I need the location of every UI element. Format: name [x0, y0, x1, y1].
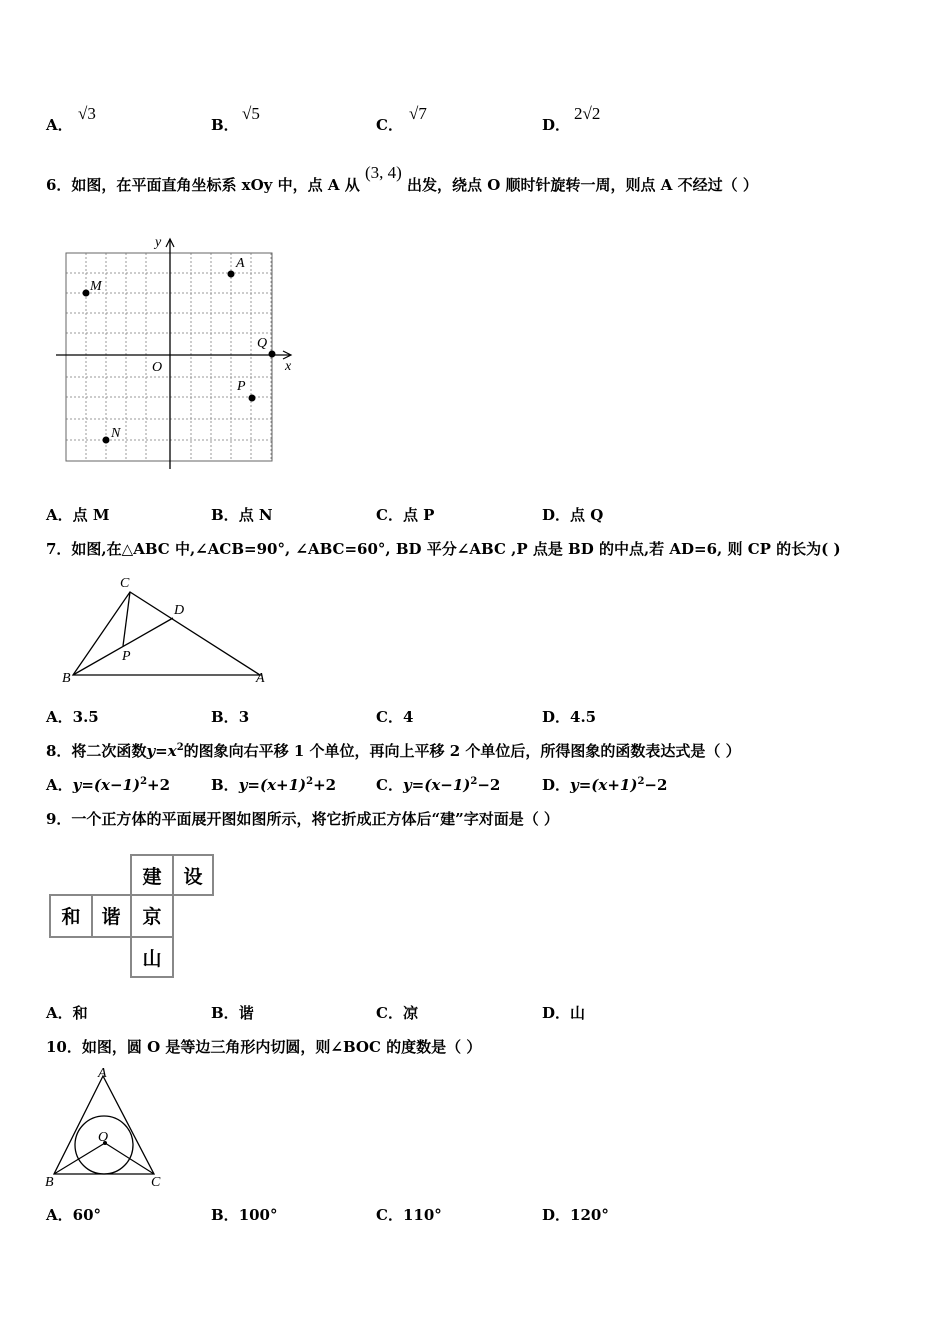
- q6-option-a[interactable]: A．点 M: [46, 506, 110, 524]
- point-p-label: P: [237, 379, 246, 394]
- label-b: B: [62, 671, 71, 686]
- q7-stem: 7．如图,在△ABC 中,∠ACB=90°, ∠ABC=60°, BD 平分∠ABC ,P 点是 BD 的中点,若 AD=6, 则 CP 的长为( ): [46, 540, 841, 558]
- q10-option-a[interactable]: A．60°: [46, 1206, 102, 1224]
- label-p: P: [122, 649, 131, 664]
- q6-coordinate-figure: [50, 232, 300, 477]
- cell-shan-text: 山: [142, 948, 162, 970]
- q7-option-b[interactable]: B．3: [211, 708, 250, 726]
- point-p: [249, 395, 256, 402]
- q10-option-c[interactable]: C．110°: [376, 1206, 442, 1224]
- q8-stem: 8．将二次函数$y=x^2$的图象向右平移 1 个单位，再向上平移 2 个单位后，所得图象的函数表达式是（ ）: [46, 742, 741, 760]
- point-a: [228, 271, 235, 278]
- q9-stem: 9．一个正方体的平面展开图如图所示，将它折成正方体后“建”字对面是（ ）: [46, 810, 559, 828]
- cell-jian-text: 建: [142, 866, 162, 888]
- q9-option-a[interactable]: A．和: [46, 1004, 88, 1022]
- x-axis-label: x: [285, 359, 292, 374]
- cell-xie-text: 谐: [101, 906, 121, 928]
- q9-cube-net-figure: [48, 853, 218, 981]
- q5-option-a-value: √3: [78, 104, 96, 123]
- q9-option-c[interactable]: C．凉: [376, 1004, 418, 1022]
- incircle: [75, 1116, 133, 1174]
- point-q-label: Q: [257, 336, 268, 351]
- q8-option-c[interactable]: C．$y=(x-1)^2-2$: [376, 776, 501, 794]
- point-a-label: A: [236, 256, 245, 271]
- point-n-label: N: [111, 426, 121, 441]
- q7-option-d[interactable]: D．4.5: [542, 708, 597, 726]
- q6-option-d[interactable]: D．点 Q: [542, 506, 604, 524]
- segment-bd: [73, 618, 173, 675]
- label-d: D: [174, 603, 185, 618]
- label-b: B: [45, 1175, 54, 1190]
- q6-stem: 6．如图，在平面直角坐标系 xOy 中，点 A 从 (3, 4) 出发，绕点 O 顺时针旋转一周，则点 A 不经过（ ）: [46, 163, 758, 194]
- label-c: C: [120, 576, 130, 591]
- triangle-abc: [54, 1076, 154, 1174]
- q9-option-b[interactable]: B．谐: [211, 1004, 254, 1022]
- q5-option-a[interactable]: A．: [46, 116, 73, 134]
- q8-option-b[interactable]: B．$y=(x+1)^2+2$: [211, 776, 337, 794]
- q7-option-c[interactable]: C．4: [376, 708, 414, 726]
- q10-option-b[interactable]: B．100°: [211, 1206, 278, 1224]
- q8-option-d[interactable]: D．$y=(x+1)^2-2$: [542, 776, 668, 794]
- q6-option-c[interactable]: C．点 P: [376, 506, 435, 524]
- point-n: [103, 437, 110, 444]
- y-axis-label: y: [155, 235, 162, 250]
- q10-option-d[interactable]: D．120°: [542, 1206, 609, 1224]
- point-q: [269, 351, 276, 358]
- q5-option-c[interactable]: C．: [376, 116, 403, 134]
- q5-option-b[interactable]: B．: [211, 116, 239, 134]
- label-a: A: [98, 1066, 107, 1081]
- q6-coord: (3, 4): [364, 163, 402, 182]
- q6-option-b[interactable]: B．点 N: [211, 506, 273, 524]
- triangle-abc: [73, 592, 260, 675]
- q5-option-b-value: √5: [242, 104, 260, 123]
- q8-option-a[interactable]: A．$y=(x-1)^2+2$: [46, 776, 171, 794]
- cell-jing-text: 京: [142, 906, 162, 928]
- q9-option-d[interactable]: D．山: [542, 1004, 586, 1022]
- point-m: [83, 290, 90, 297]
- cell-he-text: 和: [61, 906, 81, 928]
- origin-label: O: [152, 360, 163, 375]
- q7-triangle-figure: [58, 568, 278, 688]
- q10-incircle-figure: [42, 1062, 172, 1192]
- q5-option-d-value: 2√2: [574, 104, 601, 123]
- label-c: C: [151, 1175, 161, 1190]
- label-o: O: [98, 1130, 109, 1145]
- point-m-label: M: [90, 279, 102, 294]
- q10-stem: 10．如图，圆 O 是等边三角形内切圆，则∠BOC 的度数是（ ）: [46, 1038, 482, 1056]
- q5-option-c-value: √7: [409, 104, 427, 123]
- q7-option-a[interactable]: A．3.5: [46, 708, 99, 726]
- label-a: A: [256, 671, 265, 686]
- cell-she-text: 设: [183, 866, 203, 888]
- q5-option-d[interactable]: D．: [542, 116, 571, 134]
